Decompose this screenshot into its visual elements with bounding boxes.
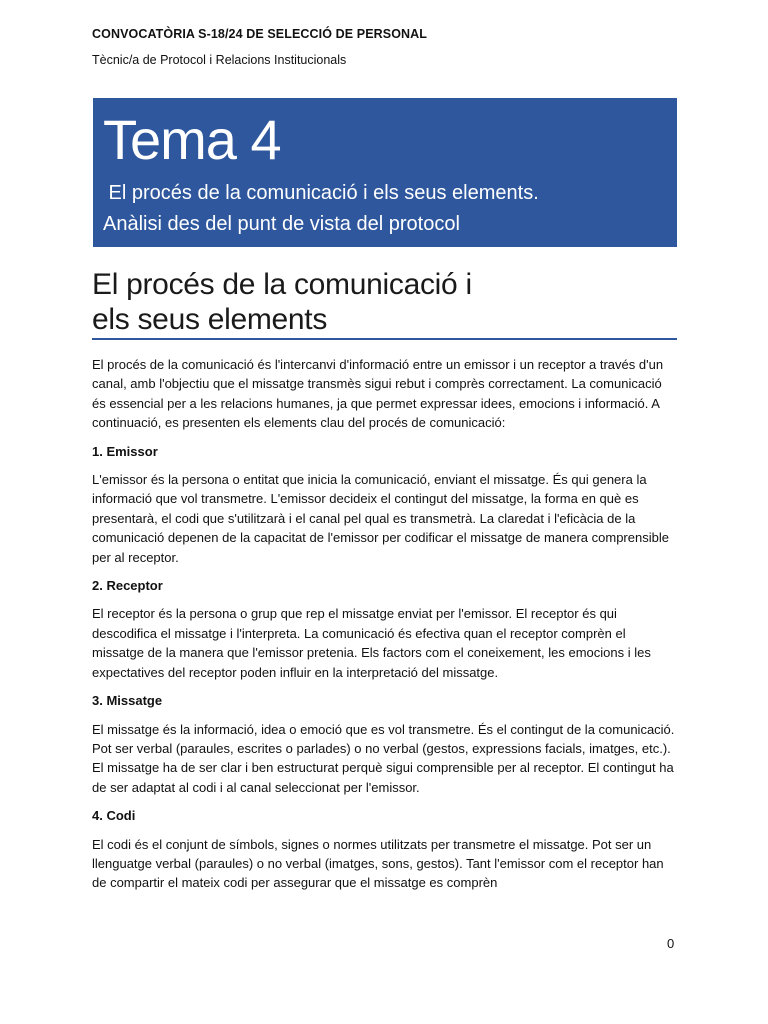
topic-banner	[93, 98, 677, 247]
item-heading-codi: 4. Codi	[92, 808, 136, 824]
section-content	[92, 355, 677, 902]
section-divider	[92, 338, 677, 340]
item-heading-missatge: 3. Missatge	[92, 693, 163, 709]
page-number: 0	[667, 936, 675, 951]
section-heading-line-1: El procés de la comunicació i	[92, 268, 472, 301]
document-header-subtitle: Tècnic/a de Protocol i Relacions Institucionals	[92, 53, 347, 67]
item-body-receptor: El receptor és la persona o grup que rep el missatge enviat per l'emissor. El receptor és qui descodifica el missatge i l'interpreta. La comunicació és efectiva quan el receptor comprèn el missatge de la manera que l'emissor pretenia. Els factors com el coneixement, les emocions i les expectatives del receptor poden influir en la interpretació del missatge.	[92, 606, 651, 680]
item-heading-receptor: 2. Receptor	[92, 578, 163, 594]
topic-subtitle-line-1: El procés de la comunicació i els seus elements.	[103, 182, 539, 204]
topic-subtitle	[103, 178, 539, 240]
item-body-missatge: El missatge és la informació, idea o emoció que es vol transmetre. És el contingut de la comunicació. Pot ser verbal (paraules, escrites o parlades) o no verbal (gestos, expressions facials, imatges, etc.). El missatge ha de ser clar i ben estructurat perquè sigui comprensible per al receptor. El contingut ha de ser adaptat al codi i al canal seleccionat per l'emissor.	[92, 721, 675, 795]
section-heading	[92, 267, 677, 337]
section-heading-line-2: els seus elements	[92, 303, 328, 336]
item-body-emissor: L'emissor és la persona o entitat que inicia la comunicació, enviant el missatge. És qui genera la informació que vol transmetre. L'emissor decideix el contingut del missatge, la forma en què es presentarà, el codi que s'utilitzarà i el canal pel qual es transmetrà. La claredat i l'eficàcia de la comunicació depenen de la capacitat de l'emissor per codificar el missatge de manera comprensible per al receptor.	[92, 472, 669, 565]
item-body-codi: El codi és el conjunt de símbols, signes o normes utilitzats per transmetre el missatge. Pot ser un llenguatge verbal (paraules) o no verbal (imatges, sons, gestos). Tant l'emissor com el receptor han de compartir el mateix codi per assegurar que el missatge es comprèn	[92, 836, 664, 891]
intro-paragraph: El procés de la comunicació és l'intercanvi d'informació entre un emissor i un receptor a través d'un canal, amb l'objectiu que el missatge transmès sigui rebut i comprès correctament. La comunicació és essencial per a les relacions humanes, ja que permet expressar idees, emocions i informació. A continuació, es presenten els elements clau del procés de comunicació:	[92, 357, 664, 431]
document-header-title: CONVOCATÒRIA S-18/24 DE SELECCIÓ DE PERSONAL	[92, 27, 428, 41]
topic-title: Tema 4	[103, 108, 281, 171]
topic-subtitle-line-2: Anàlisi des del punt de vista del protocol	[103, 213, 460, 235]
item-heading-emissor: 1. Emissor	[92, 443, 158, 459]
